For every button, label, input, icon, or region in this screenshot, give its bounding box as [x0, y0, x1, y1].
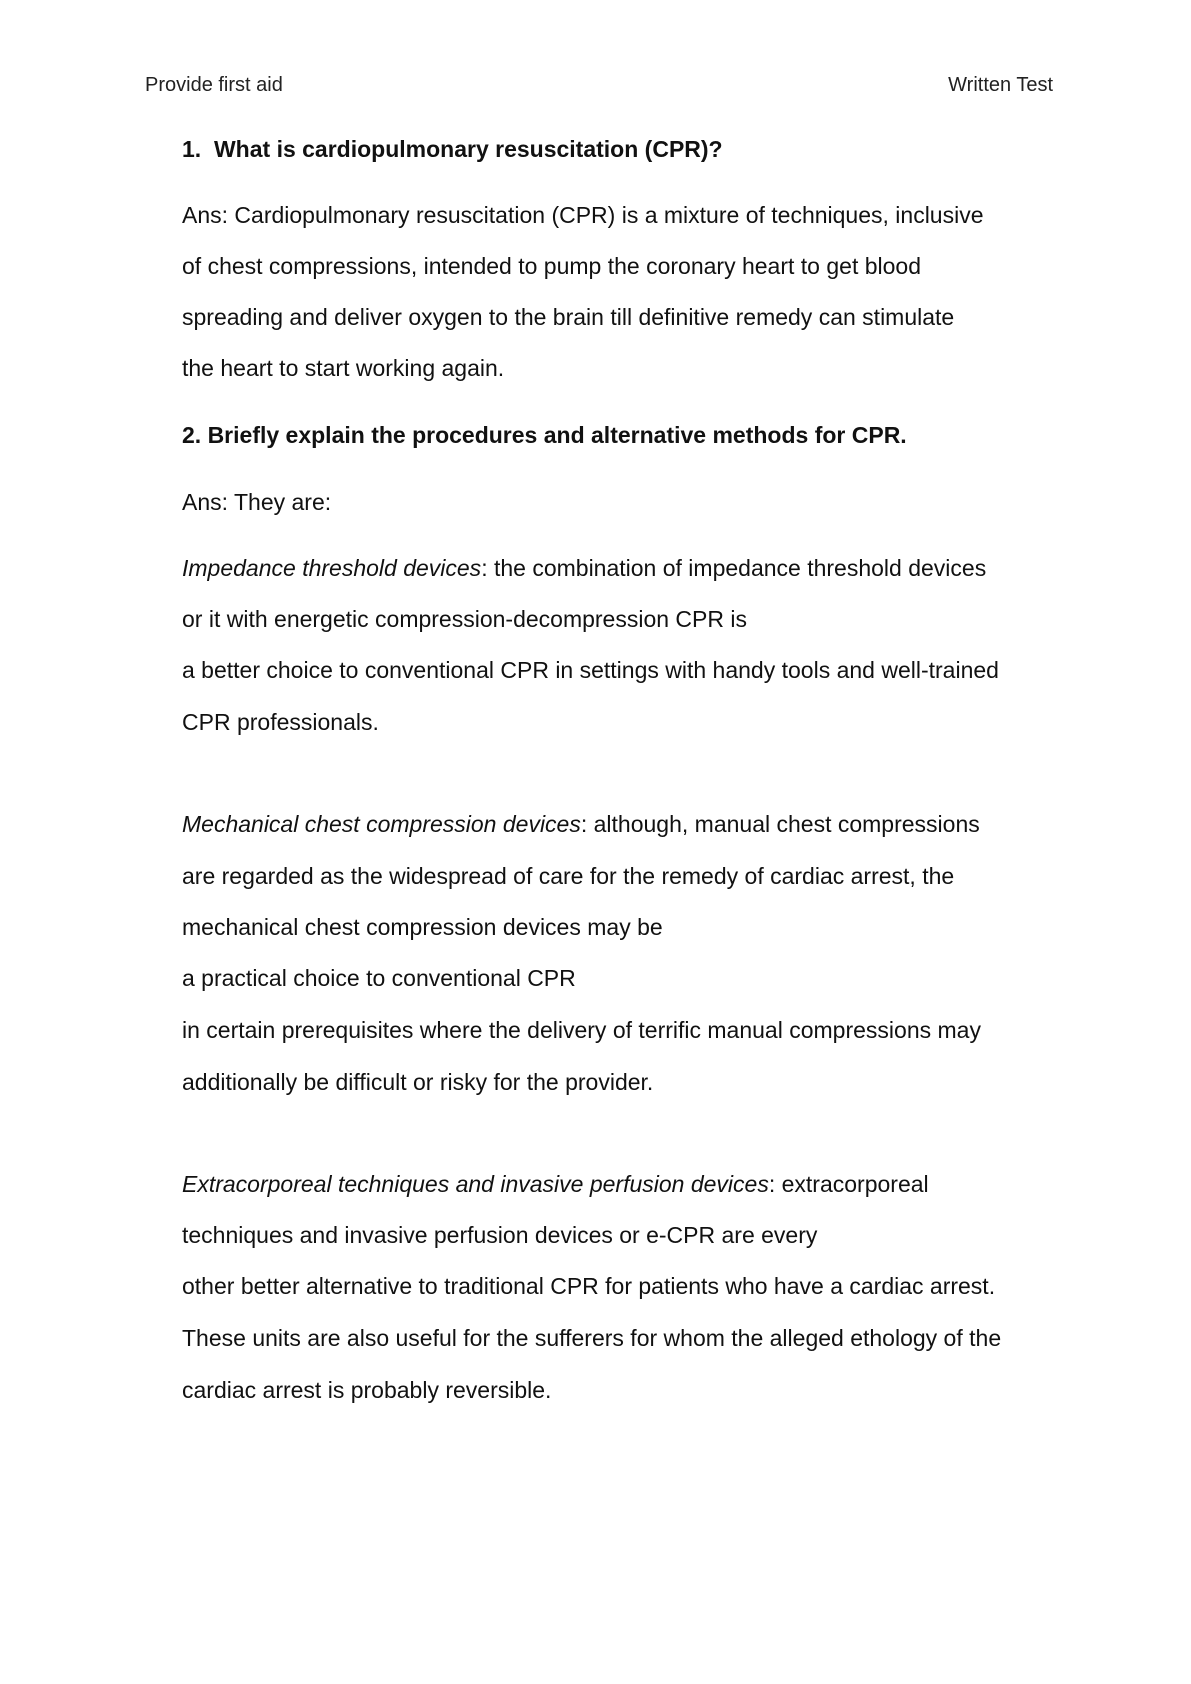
method-3-term: Extracorporeal techniques and invasive perfusion devices: [182, 1171, 769, 1197]
answer-1-line: spreading and deliver oxygen to the brain till definitive remedy can stimulate: [182, 304, 955, 330]
method-1-term: Impedance threshold devices: [182, 555, 482, 581]
answer-1-line: Ans: Cardiopulmonary resuscitation (CPR) is a mixture of techniques, inclusive: [182, 202, 984, 228]
answer-2-intro: Ans: They are:: [182, 489, 332, 515]
method-3-first-line-rest: : extracorporeal: [768, 1171, 929, 1197]
method-2-line: in certain prerequisites where the delivery of terrific manual compressions may: [182, 1017, 981, 1043]
method-2-term: Mechanical chest compression devices: [182, 811, 581, 837]
method-2-line: additionally be difficult or risky for the provider.: [182, 1069, 654, 1095]
method-1-line: CPR professionals.: [182, 709, 379, 735]
method-2-first-line: [182, 810, 980, 838]
answer-1-line: the heart to start working again.: [182, 355, 505, 381]
method-1-first-line-rest: : the combination of impedance threshold devices: [481, 555, 987, 581]
question-1-text: What is cardiopulmonary resuscitation (CPR)?: [213, 136, 723, 162]
method-2-first-line-rest: : although, manual chest compressions: [580, 811, 980, 837]
page-header: [145, 74, 1053, 100]
method-2-line: are regarded as the widespread of care for the remedy of cardiac arrest, the: [182, 863, 955, 889]
method-1-first-line: [182, 554, 986, 582]
header-test-type: Written Test: [948, 74, 1053, 96]
method-3-first-line: [182, 1170, 929, 1198]
method-1-line: or it with energetic compression-decompression CPR is: [182, 606, 747, 632]
method-2-line: mechanical chest compression devices may be: [182, 914, 663, 940]
method-3-line: These units are also useful for the sufferers for whom the alleged ethology of the: [182, 1325, 1002, 1351]
question-1-heading: [182, 135, 723, 163]
method-3-line: cardiac arrest is probably reversible.: [182, 1377, 552, 1403]
header-course-title: Provide first aid: [145, 74, 283, 96]
method-1-line: a better choice to conventional CPR in settings with handy tools and well-trained: [182, 657, 999, 683]
answer-1-line: of chest compressions, intended to pump the coronary heart to get blood: [182, 253, 921, 279]
method-3-line: other better alternative to traditional CPR for patients who have a cardiac arrest.: [182, 1273, 996, 1299]
method-2-line: a practical choice to conventional CPR: [182, 965, 576, 991]
method-3-line: techniques and invasive perfusion devices or e-CPR are every: [182, 1222, 818, 1248]
question-2-heading: 2. Briefly explain the procedures and alternative methods for CPR.: [182, 422, 907, 448]
question-1-number: 1.: [182, 136, 202, 162]
